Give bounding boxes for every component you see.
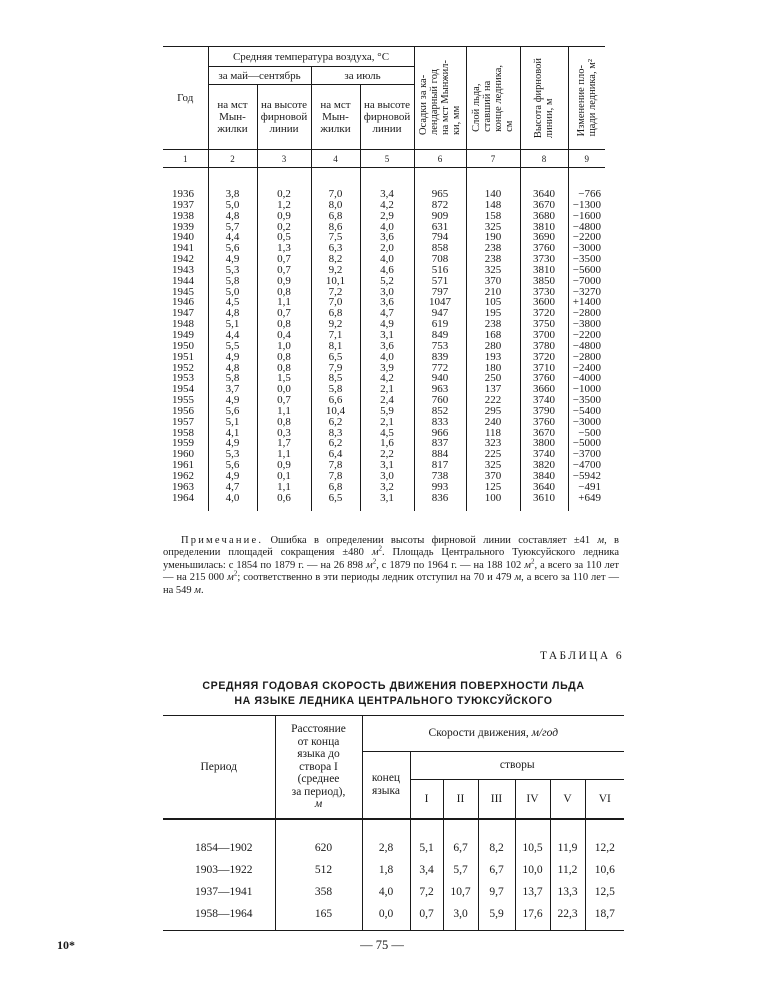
cell-velocity: 8,2: [478, 819, 515, 860]
table-caption: ТАБЛИЦА 6: [539, 650, 624, 662]
cell-velocity: 3,0: [443, 904, 478, 931]
header-may-september: за май—сентябрь: [208, 67, 311, 85]
cell-tongue-end: 0,0: [362, 904, 410, 931]
note-unit: м: [597, 535, 605, 546]
table-title-line: НА ЯЗЫКЕ ЛЕДНИКА ЦЕНТРАЛЬНОГО ТУЮКСУЙСКОГО: [234, 694, 553, 707]
cell-velocity: 10,0: [515, 860, 550, 882]
cell-distance: 620: [275, 819, 362, 860]
table-row: [163, 904, 624, 931]
cell-tongue-end: 4,0: [362, 882, 410, 904]
cell-period: 1958—1964: [163, 904, 275, 931]
cell-velocity: 3,4: [410, 860, 443, 882]
column-number: 5: [360, 150, 414, 168]
header-may-sep-firn: на высоте фирновой линии: [257, 85, 311, 150]
header-ice-layer: [466, 47, 520, 150]
note-unit: м: [365, 559, 373, 571]
table-row: [163, 819, 624, 860]
note-label: Примечание.: [181, 535, 264, 546]
column-number: 7: [466, 150, 520, 168]
header-july-firn: на высоте фирновой линии: [360, 85, 414, 150]
column-number: 4: [311, 150, 360, 168]
cell-velocity: 12,5: [585, 882, 624, 904]
cell-tongue-end: 2,8: [362, 819, 410, 860]
note-text: , а всего за 110 лет — на 215 000: [163, 559, 619, 584]
cell-period: 1854—1902: [195, 842, 253, 855]
cell-velocity: 10,5: [515, 819, 550, 860]
header-section-id: V: [550, 780, 585, 819]
header-distance: [275, 716, 362, 819]
table-note: [163, 535, 619, 597]
header-july-station: на мст Мын- жилки: [311, 85, 360, 150]
column-firn-height: 3640 3670 3680 3810 3690 3760 3730 3810 3850 3730 3600 3720 3750 3700 3780 3720 3710 3760 3660 3740 3790 3760 3670 3800 3740 3820 3840 3640 3610: [520, 168, 568, 512]
column-july-firn: 3,4 4,2 2,9 4,0 3,6 2,0 4,0 4,6 5,2 3,0 3,6 4,7 4,9 3,1 3,6 4,0 3,9 4,2 2,1 2,4 5,9 2,1 4,5 1,6 2,2 3,1 3,0 3,2 3,1: [360, 168, 414, 512]
note-superscript: 2: [372, 557, 377, 566]
header-area-change-text: Изменение пло- щади ледника, м²: [575, 59, 598, 137]
cell-velocity: 11,2: [550, 860, 585, 882]
ice-velocity-rows: [163, 819, 624, 931]
header-area-change: [568, 47, 605, 150]
note-text: .: [200, 584, 204, 596]
note-superscript: 2: [530, 557, 535, 566]
cell-velocity: 10,6: [585, 860, 624, 882]
column-area-change: −766 −1300 −1600 −4800 −2200 −3000 −3500 −5600 −7000 −3270 +1400 −2800 −3800 −2200 −4800 −2800 −2400 −4000 −1000 −3500 −5400 −3000 −500 −5000 −3700 −4700 −5942 −491 +649: [568, 168, 605, 512]
signature-mark: 10*: [57, 938, 75, 952]
note-text: ; соответственно в эти периоды ледник отступил на 70 и 479: [237, 572, 515, 584]
cell-distance: 512: [275, 860, 362, 882]
column-number: 9: [568, 150, 605, 168]
page-number: — 75 —: [360, 938, 404, 952]
cell-period: 1937—1941: [195, 886, 253, 899]
cell-distance: 358: [275, 882, 362, 904]
note-superscript: 2: [378, 544, 383, 553]
header-period: Период: [163, 716, 275, 819]
header-tongue-end: конец языка: [362, 752, 410, 819]
header-firn-height-text: Высота фирновой линии, м: [533, 57, 556, 139]
cell-velocity: 12,2: [585, 819, 624, 860]
table-row: [163, 882, 624, 904]
cell-velocity: 13,3: [550, 882, 585, 904]
column-number: 2: [208, 150, 257, 168]
column-number: 6: [414, 150, 466, 168]
column-number: 3: [257, 150, 311, 168]
header-section-id: IV: [515, 780, 550, 819]
header-section-id: VI: [585, 780, 624, 819]
header-speed-text: Скорости движения,: [428, 727, 532, 740]
cell-velocity: 18,7: [585, 904, 624, 931]
header-year: Год: [163, 47, 208, 150]
cell-velocity: 9,7: [478, 882, 515, 904]
note-text: , в определении площадей сокращения ±480: [163, 535, 619, 559]
note-text: , а всего за 110 лет — на 549: [163, 572, 619, 596]
header-sections: створы: [410, 752, 624, 780]
table-title-line: СРЕДНЯЯ ГОДОВАЯ СКОРОСТЬ ДВИЖЕНИЯ ПОВЕРХНОСТИ ЛЬДА: [202, 680, 585, 692]
column-may-sep-station: 3,8 5,0 4,8 5,7 4,4 5,6 4,9 5,3 5,8 5,0 4,5 4,8 5,1 4,4 5,5 4,9 4,8 5,8 3,7 4,9 5,6 5,1 4,1 4,9 5,3 5,6 4,9 4,7 4,0: [208, 168, 257, 512]
climate-glacier-table: [163, 46, 605, 511]
table-title: [163, 679, 624, 708]
note-unit: м: [227, 572, 234, 584]
column-number: 1: [163, 150, 208, 168]
header-ice-layer-text: Слой льда, ставший на конце ледника, см: [471, 64, 516, 132]
cell-velocity: 5,7: [443, 860, 478, 882]
header-precipitation-text: Осадки за ка- лендарный год на мст Мынжил- ки, мм: [418, 60, 463, 136]
header-temperature-group: Средняя температура воздуха, °С: [208, 47, 414, 67]
column-number: 8: [520, 150, 568, 168]
column-ice-layer: 140 148 158 325 190 238 238 325 370 210 105 195 238 168 280 193 180 250 137 222 295 240 118 323 225 325 370 125 100: [466, 168, 520, 512]
cell-velocity: 0,7: [410, 904, 443, 931]
cell-velocity: 22,3: [550, 904, 585, 931]
cell-velocity: 6,7: [478, 860, 515, 882]
note-text: . Площадь Центрального Туюксуйского ледника уменьшилась: с 1854 по 1879 г. — на 26 898: [163, 547, 619, 571]
header-distance-unit: м: [314, 798, 323, 810]
column-july-station: 7,0 8,0 6,8 8,6 7,5 6,3 8,2 9,2 10,1 7,2 7,0 6,8 9,2 7,1 8,1 6,5 7,9 8,5 5,8 6,6 10,4 6,2 8,3 6,2 6,4 7,8 7,8 6,8 6,5: [311, 168, 360, 512]
header-section-id: III: [478, 780, 515, 819]
ice-velocity-table: [163, 715, 624, 931]
header-july: за июль: [311, 67, 414, 85]
cell-period: 1903—1922: [195, 864, 253, 877]
header-distance-text: Расстояние от конца языка до створа I (среднее за период),: [291, 723, 346, 798]
header-may-sep-station: на мст Мын- жилки: [208, 85, 257, 150]
cell-distance: 165: [275, 904, 362, 931]
column-may-sep-firn: 0,2 1,2 0,9 0,2 0,5 1,3 0,7 0,7 0,9 0,8 1,1 0,7 0,8 0,4 1,0 0,8 0,8 1,5 0,0 0,7 1,1 0,8 0,3 1,7 1,1 0,9 0,1 1,1 0,6: [257, 168, 311, 512]
header-section-id: II: [443, 780, 478, 819]
cell-velocity: 13,7: [515, 882, 550, 904]
note-text: , с 1879 по 1964 г. — на 188 102: [376, 559, 525, 571]
header-speed-group: [362, 716, 624, 752]
table-row: [163, 860, 624, 882]
note-unit: м: [371, 547, 379, 559]
header-speed-unit: м/год: [531, 727, 559, 740]
cell-velocity: 6,7: [443, 819, 478, 860]
header-firn-height: [520, 47, 568, 150]
column-precipitation: 965 872 909 631 794 858 708 516 571 797 1047 947 619 849 753 839 772 940 963 760 852 833 966 837 884 817 738 993 836: [414, 168, 466, 512]
note-text: Ошибка в определении высоты фирновой линии составляет ±41: [263, 535, 598, 546]
note-unit: м: [194, 584, 201, 596]
cell-velocity: 11,9: [550, 819, 585, 860]
note-unit: м: [514, 572, 522, 584]
column-years: 1936 1937 1938 1939 1940 1941 1942 1943 1944 1945 1946 1947 1948 1949 1950 1951 1952 1953 1954 1955 1956 1957 1958 1959 1960 1961 1962 1963 1964: [172, 188, 194, 504]
note-superscript: 2: [233, 569, 238, 578]
header-section-id: I: [410, 780, 443, 819]
cell-velocity: 5,9: [478, 904, 515, 931]
cell-velocity: 5,1: [410, 819, 443, 860]
cell-velocity: 17,6: [515, 904, 550, 931]
cell-velocity: 7,2: [410, 882, 443, 904]
header-precipitation: [414, 47, 466, 150]
cell-velocity: 10,7: [443, 882, 478, 904]
note-unit: м: [524, 559, 531, 571]
cell-tongue-end: 1,8: [362, 860, 410, 882]
